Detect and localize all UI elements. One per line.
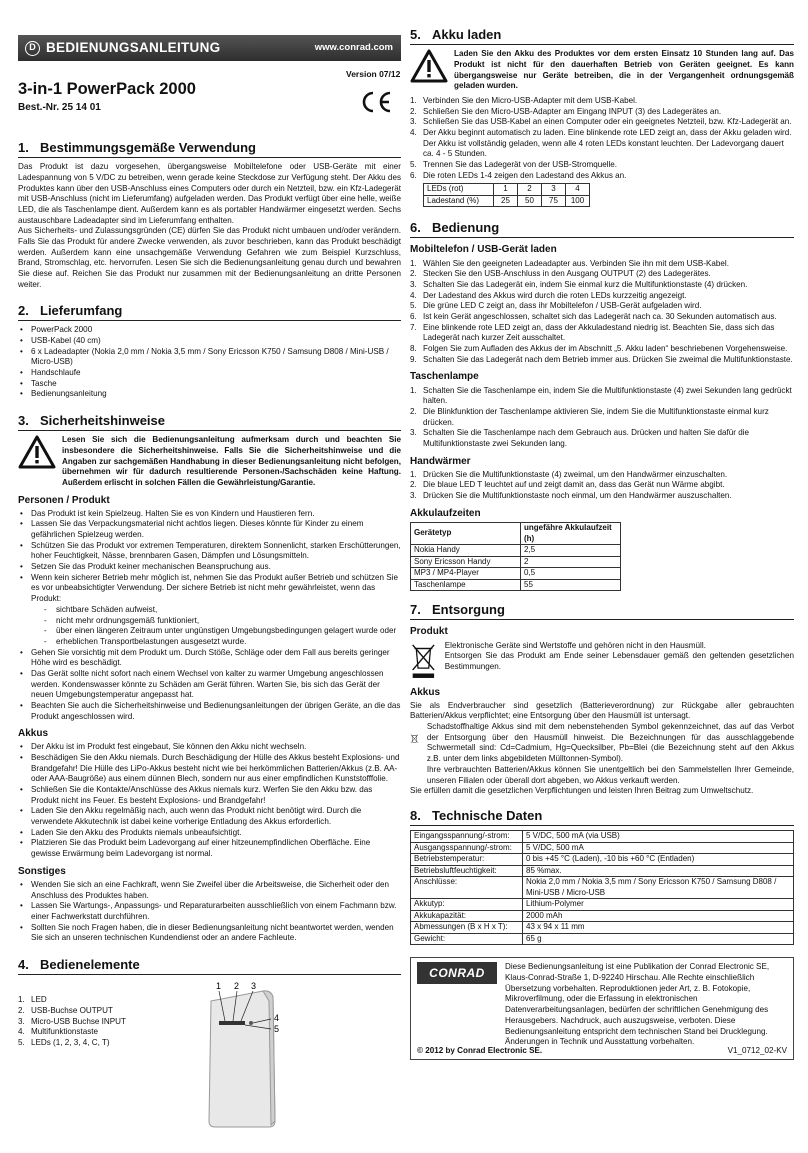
ce-mark-icon	[359, 90, 393, 122]
safety-warning: Lesen Sie sich die Bedienungsanleitung aufmerksam durch und beachten Sie insbesondere die Sicherheitshinweise. Falls Sie die Sicherheitshinweise und die Angaben zur sachgemäßen Handhabung in dieser Bedienungsanleitung nicht befolgen, übernehmen wir für dadurch resultierende Personen-/Sachschäden keine Haftung. Außerdem erlischt in solchen Fällen die Gewährleistung/Garantie.	[18, 435, 401, 488]
callout-3: 3	[251, 981, 257, 992]
list-item: • Tasche	[18, 379, 401, 390]
callout-5: 5	[274, 1024, 280, 1035]
disposal-text: Entsorgen Sie das Produkt am Ende seiner Lebensdauer gemäß den geltenden gesetzlichen Bestimmungen.	[444, 651, 794, 671]
list-item: - nicht mehr ordnungsgemäß funktioniert,	[44, 616, 401, 627]
runtime-table	[410, 522, 621, 591]
list-item: • Wenn kein sicherer Betrieb mehr möglich ist, nehmen Sie das Produkt außer Betrieb und schützen Sie es vor unbeabsichtigter Verwendung. Der sichere Betrieb ist nicht mehr gewährleistet, wenn das Produkt: - sichtbare Schäden aufweist, - nicht mehr ordnungsgemäß funktioniert, - über einen längeren Zeitraum unter ungünstigen Umgebungsbedingungen gelagert wurde oder - erheblichen Transportbelastungen ausgesetzt wurde.	[18, 573, 401, 648]
list-item: • Lassen Sie Wartungs-, Anpassungs- und Reparaturarbeiten ausschließlich von einem Fachmann bzw. einer Fachwerkstatt durchführen.	[18, 901, 401, 922]
warning-triangle-icon	[18, 435, 56, 469]
table-row: Nokia Handy 2,5	[411, 545, 621, 557]
language-badge: D	[25, 41, 40, 56]
list-item: • 6 x Ladeadapter (Nokia 2,0 mm / Nokia 3,5 mm / Sony Ericsson K750 / Samsung D808 / Mini-USB / Micro-USB)	[18, 347, 401, 368]
table-row: LEDs (rot) 1 2 3 4	[424, 184, 590, 196]
list-item: • PowerPack 2000	[18, 325, 401, 336]
product-disposal	[410, 641, 794, 681]
section-7-heading: 7. Entsorgung	[410, 601, 794, 620]
battery-disposal-text: Ihre verbrauchten Batterien/Akkus können Sie unentgeltlich bei den Sammelstellen Ihrer Gemeinde, unseren Filialen oder überall dort abgeben, wo Akkus verkauft werden.	[426, 764, 794, 785]
table-row: Betriebstemperatur: 0 bis +45 °C (Laden), -10 bis +60 °C (Entladen)	[411, 854, 794, 866]
section-8-heading: 8. Technische Daten	[410, 807, 794, 826]
copyright: © 2012 by Conrad Electronic SE.	[417, 1045, 543, 1055]
publisher-text: Diese Bedienungsanleitung ist eine Publikation der Conrad Electronic SE, Klaus-Conrad-Straße 1, D-92240 Hirschau. Alle Rechte einschließlich Übersetzung vorbehalten. Reproduktionen jeder Art, z. B. Fotokopie, Mikroverfilmung, oder die Erfassung in elektronischen Datenverarbeitungsanlagen, bedürfen der schriftlichen Genehmigung des Herausgebers. Nachdruck, auch auszugsweise, verboten. Diese Bedienungsanleitung entspricht dem technischen Stand bei Drucklegung. Änderungen in Technik und Ausstattung vorbehalten.	[505, 962, 770, 1047]
safety-list	[18, 509, 401, 722]
header-bar	[18, 35, 401, 61]
section-4-heading: 4. Bedienelemente	[18, 956, 401, 975]
list-item: • Wenden Sie sich an eine Fachkraft, wenn Sie Zweifel über die Arbeitsweise, die Sicherheit oder den Anschluss des Produktes haben.	[18, 880, 401, 901]
list-item: • Laden Sie den Akku regelmäßig nach, auch wenn das Produkt nicht benötigt wird. Durch die verwendete Akkutechnik ist dabei keine vorherige Entladung des Akkus erforderlich.	[18, 806, 401, 827]
list-item: • Schließen Sie die Kontakte/Anschlüsse des Akkus niemals kurz. Werfen Sie den Akku bzw. das Produkt nicht ins Feuer. Es besteht Explosions- und Brandgefahr!	[18, 785, 401, 806]
conrad-logo: CONRAD	[417, 962, 497, 984]
section-3-heading: 3. Sicherheitshinweise	[18, 412, 401, 431]
table-row: Gerätetyp ungefähre Akkulaufzeit (h)	[411, 522, 621, 544]
list-item: - erheblichen Transportbelastungen ausgesetzt wurde.	[44, 637, 401, 648]
list-item: • USB-Kabel (40 cm)	[18, 336, 401, 347]
list-item: 1. Drücken Sie die Multifunktionstaste (4) zweimal, um den Handwärmer einzuschalten.	[410, 469, 728, 479]
battery-disposal-text: Schadstoffhaltige Akkus sind mit dem nebenstehenden Symbol gekennzeichnet, das auf das Verbot der Entsorgung über den Hausmüll hinweist. Die Bezeichnungen für das ausschlaggebende Schwermetall sind: Cd=Cadmium, Hg=Quecksilber, Pb=Blei (die Bezeichnung steht auf den Akkus z.B. unter dem links abgebildeten Mülltonnen-Symbol).	[426, 722, 794, 764]
list-item: 8. Folgen Sie zum Aufladen des Akkus der im Abschnitt „5. Akku laden“ beschriebenen Vorgehensweise.	[410, 344, 788, 354]
list-item: • Beachten Sie auch die Sicherheitshinweise und Bedienungsanleitungen der übrigen Geräte, an die das Produkt angeschlossen wird.	[18, 701, 401, 722]
battery-disposal-text: Sie als Endverbraucher sind gesetzlich (Batterieverordnung) zur Rückgabe aller gebrauchten Batterien/Akkus verpflichtet; eine Entsorgung über den Hausmüll ist untersagt.	[410, 700, 794, 721]
handwarmer-steps	[410, 470, 794, 502]
crossed-bin-icon	[410, 722, 419, 756]
list-item: 3. Micro-USB Buchse INPUT	[18, 1016, 126, 1026]
table-row: Ladestand (%) 25 50 75 100	[424, 195, 590, 207]
list-item: • Platzieren Sie das Produkt beim Ladevorgang auf einer hitzeunempfindlichen Oberfläche. Eine gewisse Erwärmung beim Ladevorgang ist normal.	[18, 838, 401, 859]
tech-data-table	[410, 830, 794, 945]
list-item: 1. Verbinden Sie den Micro-USB-Adapter mit dem USB-Kabel.	[410, 95, 638, 105]
list-item: • Handschlaufe	[18, 368, 401, 379]
list-item: • Bedienungsanleitung	[18, 389, 401, 400]
callout-2: 2	[234, 981, 240, 992]
header-url[interactable]: www.conrad.com	[314, 41, 393, 53]
section-1-heading: 1. Bestimmungsgemäße Verwendung	[18, 139, 401, 158]
list-item: 3. Schalten Sie die Taschenlampe nach dem Gebrauch aus. Drücken und halten Sie dafür die Multifunktionstaste zwei Sekunden lang.	[410, 428, 750, 448]
mobile-steps	[410, 259, 794, 366]
crossed-bin-icon	[410, 641, 437, 681]
list-item: • Laden Sie den Akku des Produkts niemals unbeaufsichtigt.	[18, 828, 401, 839]
list-item: 1. Wählen Sie den geeigneten Ladeadapter aus. Verbinden Sie ihn mit dem USB-Kabel.	[410, 258, 729, 268]
list-item: 3. Drücken Sie die Multifunktionstaste noch einmal, um den Handwärmer auszuschalten.	[410, 491, 732, 501]
warning-triangle-icon	[410, 49, 448, 83]
table-row: Sony Ericsson Handy 2	[411, 556, 621, 568]
table-row: Taschenlampe 55	[411, 579, 621, 591]
table-row: Gewicht: 65 g	[411, 933, 794, 945]
table-row: Akkutyp: Lithium-Polymer	[411, 899, 794, 911]
subheading-product: Produkt	[410, 626, 448, 638]
section-6-heading: 6. Bedienung	[410, 219, 794, 238]
list-item: • Schützen Sie das Produkt vor extremen Temperaturen, direktem Sonnenlicht, starken Erschütterungen, hoher Feuchtigkeit, Nässe, brennbaren Gasen, Dämpfen und Lösungsmitteln.	[18, 541, 401, 562]
publisher-footer	[410, 957, 794, 1060]
section-1-paragraph: Aus Sicherheits- und Zulassungsgründen (CE) dürfen Sie das Produkt nicht umbauen und/oder verändern. Falls Sie das Produkt für andere Zwecke verwenden, als zuvor beschrieben, kann das Produkt beschädigt werden. Außerdem kann eine unsachgemäße Verwendung Gefahren wie zum Beispiel Kurzschluss, Brand, Stromschlag, etc. hervorrufen. Lesen Sie sich die Bedienungsanleitung genau durch und bewahren Sie diese auf. Reichen Sie das Produkt nur zusammen mit der Bedienungsanleitung an dritte Personen weiter.	[18, 226, 401, 289]
table-row: Anschlüsse: Nokia 2,0 mm / Nokia 3,5 mm / Sony Ericsson K750 / Samsung D808 / Mini-USB / Micro-USB	[411, 877, 794, 899]
subheading-handwarmer: Handwärmer	[410, 455, 471, 467]
led-table	[423, 183, 590, 207]
list-item: • Sollten Sie noch Fragen haben, die in dieser Bedienungsanleitung nicht beantwortet werden, wenden Sie sich an unseren technischen Kundendienst oder an andere Fachleute.	[18, 923, 401, 944]
list-item: • Setzen Sie das Produkt keiner mechanischen Beanspruchung aus.	[18, 562, 401, 573]
list-item: • Beschädigen Sie den Akku niemals. Durch Beschädigung der Hülle des Akkus besteht Explosions- und Brandgefahr! Die Hülle des LiPo-Akkus besteht nicht wie bei herkömmlichen Batterien/Akkus (z.B. AA- oder AAA-Baugröße) aus einem dünnen Blech, sondern nur aus einer empfindlichen Kunststofffolie.	[18, 753, 401, 785]
section-1-paragraph: Das Produkt ist dazu vorgesehen, übergangsweise Mobiltelefone oder USB-Geräte mit einer Ladespannung von 5 V/DC zu betreiben, wenn gerade keine Steckdose zur Verfügung steht. Der Akku des Produktes kann über den USB-Anschluss eines Computers oder durch ein Netzteil, bzw. ein Kfz-Ladegerät mit USB-Anschluss (nicht im Lieferumfang) aufgeladen werden. Das Produkt verfügt über eine helle, weiße LED, die als Taschenlampe dient. Außerdem kann es als portabler Handwärmer eingesetzt werden. Sechs austauschbare Ladeadapter sind im Lieferumfang enthalten.	[18, 162, 401, 225]
subheading-sonstiges: Sonstiges	[18, 865, 66, 877]
battery-disposal-text: Sie erfüllen damit die gesetzlichen Verpflichtungen und leisten Ihren Beitrag zum Umweltschutz.	[410, 786, 754, 796]
misc-list	[18, 880, 401, 944]
list-item: 3. Schalten Sie das Ladegerät ein, indem Sie einmal kurz die Multifunktionstaste (4) drücken.	[410, 280, 748, 289]
table-row: Akkukapazität: 2000 mAh	[411, 910, 794, 922]
list-item: - über einen längeren Zeitraum unter ungünstigen Umgebungsbedingungen gelagert wurde oder	[44, 626, 401, 637]
subheading-flashlight: Taschenlampe	[410, 371, 479, 383]
section-5-heading: 5. Akku laden	[410, 26, 794, 45]
powerpack-illustration	[201, 981, 341, 1129]
list-item: 6. Ist kein Gerät angeschlossen, schaltet sich das Ladegerät nach ca. 30 Sekunden automatisch aus.	[410, 312, 777, 322]
table-row: Eingangsspannung/-strom: 5 V/DC, 500 mA (via USB)	[411, 831, 794, 843]
list-item: 2. Die Blinkfunktion der Taschenlampe aktivieren Sie, indem Sie die Multifunktionstaste einmal kurz drücken.	[410, 406, 769, 427]
list-item: 5. Trennen Sie das Ladegerät von der USB-Stromquelle.	[410, 159, 618, 169]
table-row: Ausgangsspannung/-strom: 5 V/DC, 500 mA	[411, 842, 794, 854]
condition-list	[44, 605, 401, 648]
list-item: 6. Die roten LEDs 1-4 zeigen den Ladestand des Akkus an.	[410, 170, 627, 180]
subheading-runtime: Akkulaufzeiten	[410, 507, 481, 519]
table-row: Betriebsluftfeuchtigkeit: 85 %max.	[411, 865, 794, 877]
list-item: • Das Gerät sollte nicht sofort nach einem Wechsel von kalter zu warmer Umgebung angeschlossen werden. Kondenswasser könnte zu Schäden am Gerät führen. Warten Sie, bis sich das Gerät der neuen Umgebungstemperatur angepasst hat.	[18, 669, 401, 701]
controls-block	[18, 981, 401, 1129]
section-2-heading: 2. Lieferumfang	[18, 302, 401, 321]
list-item: 5. LEDs (1, 2, 3, 4, C, T)	[18, 1037, 110, 1047]
battery-list	[18, 742, 401, 859]
delivery-list	[18, 325, 401, 400]
list-item: 1. LED	[18, 995, 47, 1005]
battery-disposal	[410, 722, 794, 786]
version-label: Version 07/12	[346, 69, 401, 79]
list-item: 2. Stecken Sie den USB-Anschluss in den Ausgang OUTPUT (2) des Ladegerätes.	[410, 269, 711, 279]
list-item: • Lassen Sie das Verpackungsmaterial nicht achtlos liegen. Dieses könnte für Kinder zu einem gefährlichen Spielzeug werden.	[18, 519, 401, 540]
callout-1: 1	[216, 981, 222, 992]
list-item: 7. Eine blinkende rote LED zeigt an, dass der Akkuladestand niedrig ist. Beachten Sie, dass sich das Ladegerät nach kurzer Zeit ausschaltet.	[410, 322, 775, 343]
subheading-mobile: Mobiltelefon / USB-Gerät laden	[410, 244, 557, 256]
list-item: • Gehen Sie vorsichtig mit dem Produkt um. Durch Stöße, Schläge oder dem Fall aus bereits geringer Höhe wird es beschädigt.	[18, 648, 401, 669]
header-title: BEDIENUNGSANLEITUNG	[46, 40, 221, 56]
list-item: 4. Der Ladestand des Akkus wird durch die roten LEDs kurzzeitig angezeigt.	[410, 290, 687, 300]
table-row: MP3 / MP4-Player 0,5	[411, 568, 621, 580]
version-code: V1_0712_02-KV	[727, 1045, 787, 1055]
list-item: 9. Schalten Sie das Ladegerät nach dem Betrieb immer aus. Drücken Sie zweimal die Multifunktionstaste.	[410, 354, 793, 364]
flashlight-steps	[410, 386, 794, 450]
callout-4: 4	[274, 1013, 280, 1024]
charging-warning: Laden Sie den Akku des Produktes vor dem ersten Einsatz 10 Stunden lang auf. Das Produkt ist nicht für den dauerhaften Betrieb von Geräten geeignet. Es kann übergangsweise nur Geräte betreiben, die in der Vergangenheit ordnungsgemäß geladen wurden.	[410, 49, 794, 92]
list-item: 2. Die blaue LED T leuchtet auf und zeigt damit an, dass das Gerät nun Wärme abgibt.	[410, 480, 725, 490]
list-item: 2. USB-Buchse OUTPUT	[18, 1005, 113, 1015]
list-item: • Das Produkt ist kein Spielzeug. Halten Sie es von Kindern und Haustieren fern.	[18, 509, 401, 520]
subheading-personen: Personen / Produkt	[18, 494, 110, 506]
list-item: 1. Schalten Sie die Taschenlampe ein, indem Sie die Multifunktionstaste (4) zwei Sekunden lang gedrückt halten.	[410, 385, 792, 406]
list-item: 3. Schließen Sie das USB-Kabel an einen Computer oder ein geeignetes Netzteil, bzw. Kfz-Ladegerät an.	[410, 117, 792, 127]
charging-steps	[410, 96, 794, 181]
table-row: Abmessungen (B x H x T): 43 x 94 x 11 mm	[411, 922, 794, 934]
document-title: 3-in-1 PowerPack 2000	[18, 80, 196, 98]
disposal-text: Elektronische Geräte sind Wertstoffe und gehören nicht in den Hausmüll.	[444, 640, 706, 650]
order-number: Best.-Nr. 25 14 01	[18, 102, 101, 113]
list-item: 5. Die grüne LED C zeigt an, dass ihr Mobiltelefon / USB-Gerät aufgeladen wird.	[410, 301, 702, 311]
list-item: 4. Multifunktionstaste	[18, 1027, 99, 1037]
list-item: • Der Akku ist im Produkt fest eingebaut, Sie können den Akku nicht wechseln.	[18, 742, 401, 753]
controls-list	[18, 995, 126, 1129]
list-item: - sichtbare Schäden aufweist,	[44, 605, 401, 616]
subheading-akkus: Akkus	[18, 728, 49, 740]
list-item: 4. Der Akku beginnt automatisch zu laden. Eine blinkende rote LED zeigt an, dass der Akku geladen wird. Der Akku ist vollständig geladen, wenn alle 4 roten LEDs konstant leuchten. Der Ladevorgang dauert ca. 4 - 5 Stunden.	[410, 127, 792, 159]
list-item: 2. Schließen Sie den Micro-USB-Adapter am Eingang INPUT (3) des Ladegerätes an.	[410, 106, 722, 116]
subheading-batteries: Akkus	[410, 686, 441, 698]
